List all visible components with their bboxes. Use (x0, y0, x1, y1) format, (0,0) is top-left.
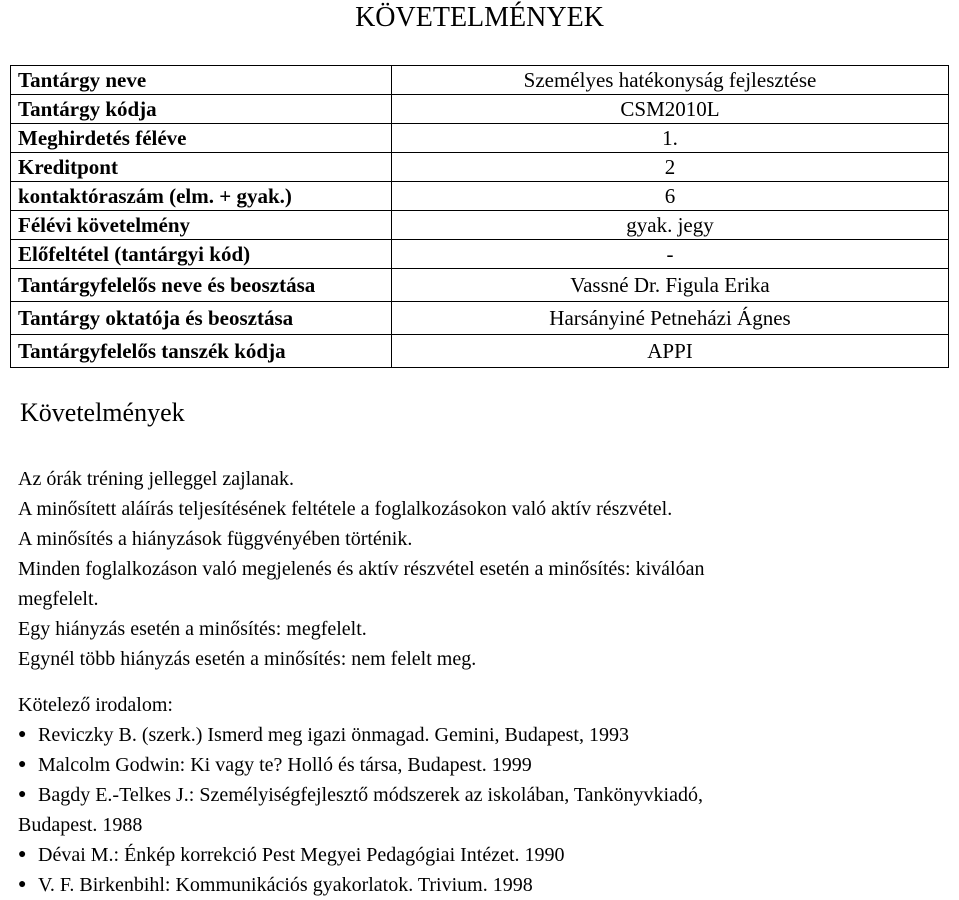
literature-text-continuation: Budapest. 1988 (18, 814, 143, 836)
value-instructor: Harsányiné Petneházi Ágnes (392, 302, 949, 335)
table-row (11, 182, 949, 211)
course-info-table (10, 65, 949, 368)
list-item (18, 750, 918, 780)
requirement-line: Minden foglalkozáson való megjelenés és aktív részvétel esetén a minősítés: kiválóan (18, 558, 705, 580)
table-row (11, 211, 949, 240)
table-row (11, 124, 949, 153)
list-item (18, 840, 918, 870)
value-course-leader: Vassné Dr. Figula Erika (392, 269, 949, 302)
label-credit: Kreditpont (11, 153, 392, 182)
literature-text: V. F. Birkenbihl: Kommunikációs gyakorlatok. Trivium. 1998 (38, 874, 533, 896)
table-row (11, 66, 949, 95)
table-row (11, 95, 949, 124)
literature-list (18, 720, 918, 900)
label-course-name: Tantárgy neve (11, 66, 392, 95)
bullet-icon: ● (18, 727, 27, 742)
table-row (11, 153, 949, 182)
value-semester: 1. (392, 124, 949, 153)
table-row (11, 269, 949, 302)
literature-text: Dévai M.: Énkép korrekció Pest Megyei Pedagógiai Intézet. 1990 (38, 844, 565, 866)
table-row (11, 302, 949, 335)
literature-heading: Kötelező irodalom: (18, 694, 173, 716)
value-requirement-type: gyak. jegy (392, 211, 949, 240)
label-requirement-type: Félévi követelmény (11, 211, 392, 240)
literature-text: Reviczky B. (szerk.) Ismerd meg igazi önmagad. Gemini, Budapest, 1993 (38, 724, 629, 746)
label-course-leader: Tantárgyfelelős neve és beosztása (11, 269, 392, 302)
requirements-heading: Követelmények (20, 398, 185, 427)
requirements-text (18, 464, 918, 674)
requirement-line: megfelelt. (18, 588, 99, 610)
label-course-code: Tantárgy kódja (11, 95, 392, 124)
value-credit: 2 (392, 153, 949, 182)
requirement-line: A minősített aláírás teljesítésének feltétele a foglalkozásokon való aktív részvétel. (18, 498, 673, 520)
requirement-line: A minősítés a hiányzások függvényében történik. (18, 528, 413, 550)
label-semester: Meghirdetés féléve (11, 124, 392, 153)
literature-text: Bagdy E.-Telkes J.: Személyiségfejlesztő módszerek az iskolában, Tankönyvkiadó, (38, 784, 703, 806)
bullet-icon: ● (18, 877, 27, 892)
bullet-icon: ● (18, 847, 27, 862)
bullet-icon: ● (18, 787, 27, 802)
value-course-code: CSM2010L (392, 95, 949, 124)
label-department-code: Tantárgyfelelős tanszék kódja (11, 335, 392, 368)
label-contact-hours: kontaktóraszám (elm. + gyak.) (11, 182, 392, 211)
bullet-icon: ● (18, 757, 27, 772)
page-title: KÖVETELMÉNYEK (355, 2, 604, 33)
list-item (18, 780, 918, 810)
requirement-line: Az órák tréning jelleggel zajlanak. (18, 468, 294, 490)
table-row (11, 240, 949, 269)
value-department-code: APPI (392, 335, 949, 368)
label-instructor: Tantárgy oktatója és beosztása (11, 302, 392, 335)
list-item (18, 870, 918, 900)
requirement-line: Egy hiányzás esetén a minősítés: megfelelt. (18, 618, 367, 640)
value-prerequisite: - (392, 240, 949, 269)
literature-text: Malcolm Godwin: Ki vagy te? Holló és társa, Budapest. 1999 (38, 754, 532, 776)
value-course-name: Személyes hatékonyság fejlesztése (392, 66, 949, 95)
value-contact-hours: 6 (392, 182, 949, 211)
table-row (11, 335, 949, 368)
requirement-line: Egynél több hiányzás esetén a minősítés: nem felelt meg. (18, 648, 477, 670)
list-item (18, 720, 918, 750)
label-prerequisite: Előfeltétel (tantárgyi kód) (11, 240, 392, 269)
